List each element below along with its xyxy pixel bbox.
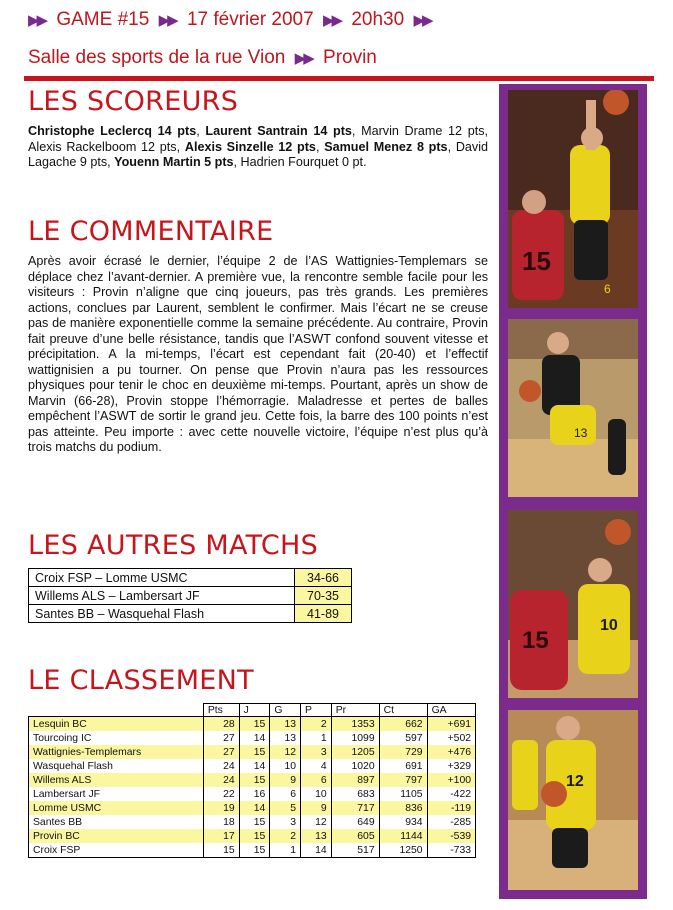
- jersey-number: 15: [522, 246, 551, 276]
- standings-header-cell: Pr: [331, 704, 379, 717]
- stat-j: 15: [239, 745, 270, 759]
- stat-ct: 597: [379, 731, 427, 745]
- match-teams: Croix FSP – Lomme USMC: [29, 569, 295, 587]
- stat-j: 15: [239, 829, 270, 843]
- team-name: Lambersart JF: [29, 787, 204, 801]
- stat-ct: 1144: [379, 829, 427, 843]
- stat-pts: 24: [203, 773, 239, 787]
- commentary-title: LE COMMENTAIRE: [28, 216, 274, 247]
- standings-row: [29, 717, 476, 732]
- stat-g: 5: [270, 801, 301, 815]
- stat-pr: 1205: [331, 745, 379, 759]
- stat-ct: 934: [379, 815, 427, 829]
- team-name: Wattignies-Templemars: [29, 745, 204, 759]
- stat-ct: 729: [379, 745, 427, 759]
- standings-row: [29, 843, 476, 858]
- photo-dribble: [508, 319, 638, 497]
- team-name: Provin BC: [29, 829, 204, 843]
- stat-p: 13: [301, 829, 332, 843]
- stat-pts: 17: [203, 829, 239, 843]
- stat-g: 2: [270, 829, 301, 843]
- stat-g: 10: [270, 759, 301, 773]
- standings-row: [29, 731, 476, 745]
- jersey-number: 15: [522, 627, 549, 654]
- stat-pr: 1353: [331, 717, 379, 732]
- stat-ct: 662: [379, 717, 427, 732]
- stat-g: 3: [270, 815, 301, 829]
- stat-j: 16: [239, 787, 270, 801]
- standings-row: [29, 801, 476, 815]
- stat-ct: 1105: [379, 787, 427, 801]
- header-divider: [24, 76, 654, 81]
- scorer-entry: Marvin Drame 12 pts: [361, 124, 485, 138]
- stat-ga: +329: [427, 759, 475, 773]
- stat-ct: 836: [379, 801, 427, 815]
- photo-drive: [508, 710, 638, 890]
- stat-j: 14: [239, 759, 270, 773]
- standings-header-cell: Ct: [379, 704, 427, 717]
- stat-g: 6: [270, 787, 301, 801]
- stat-ga: +100: [427, 773, 475, 787]
- jersey-number: 10: [600, 617, 618, 634]
- stat-ga: -539: [427, 829, 475, 843]
- jersey-number: 12: [566, 773, 584, 790]
- stat-pr: 1020: [331, 759, 379, 773]
- match-row: [29, 587, 352, 605]
- basketball-icon: [603, 90, 629, 115]
- stat-pr: 605: [331, 829, 379, 843]
- photo-frame: [499, 84, 647, 899]
- stat-ga: -422: [427, 787, 475, 801]
- stat-j: 15: [239, 815, 270, 829]
- scorer-entry: Laurent Santrain 14 pts: [205, 124, 352, 138]
- stat-pr: 517: [331, 843, 379, 858]
- standings-header-cell: J: [239, 704, 270, 717]
- match-score: 41-89: [295, 605, 352, 623]
- stat-pr: 683: [331, 787, 379, 801]
- stat-ga: -285: [427, 815, 475, 829]
- basketball-icon: [519, 380, 541, 402]
- double-arrow-icon: ▶▶: [158, 12, 176, 29]
- stat-ga: +691: [427, 717, 475, 732]
- venue-name: Salle des sports de la rue Vion: [28, 47, 286, 68]
- stat-p: 12: [301, 815, 332, 829]
- stat-j: 15: [239, 717, 270, 732]
- double-arrow-icon: ▶▶: [322, 12, 341, 29]
- stat-g: 12: [270, 745, 301, 759]
- stat-ga: -119: [427, 801, 475, 815]
- stat-g: 1: [270, 843, 301, 858]
- stat-g: 13: [270, 731, 301, 745]
- stat-pts: 27: [203, 745, 239, 759]
- standings-row: [29, 829, 476, 843]
- stat-j: 15: [239, 843, 270, 858]
- venue-line: [28, 47, 377, 69]
- basketball-icon: [541, 781, 567, 807]
- stat-pts: 28: [203, 717, 239, 732]
- scorer-entry: Christophe Leclercq 14 pts: [28, 124, 197, 138]
- stat-pts: 24: [203, 759, 239, 773]
- team-name: Lomme USMC: [29, 801, 204, 815]
- stat-pr: 717: [331, 801, 379, 815]
- team-name: Tourcoing IC: [29, 731, 204, 745]
- team-name: Croix FSP: [29, 843, 204, 858]
- stat-g: 9: [270, 773, 301, 787]
- match-row: [29, 605, 352, 623]
- photo-jump-shot: [508, 90, 638, 308]
- standings-title: LE CLASSEMENT: [28, 665, 254, 696]
- stat-j: 14: [239, 801, 270, 815]
- scorer-entry: Samuel Menez 8 pts: [324, 139, 448, 154]
- game-number: GAME #15: [56, 9, 150, 30]
- stat-pts: 19: [203, 801, 239, 815]
- jersey-number: 13: [574, 426, 588, 440]
- standings-row: [29, 745, 476, 759]
- standings-row: [29, 787, 476, 801]
- stat-p: 3: [301, 745, 332, 759]
- stat-g: 13: [270, 717, 301, 732]
- stat-p: 14: [301, 843, 332, 858]
- standings-row: [29, 815, 476, 829]
- stat-pts: 15: [203, 843, 239, 858]
- team-name: Willems ALS: [29, 773, 204, 787]
- stat-ct: 1250: [379, 843, 427, 858]
- stat-ga: +476: [427, 745, 475, 759]
- double-arrow-icon: ▶▶: [28, 12, 46, 29]
- standings-header-cell: GA: [427, 704, 475, 717]
- double-arrow-icon: ▶▶: [294, 50, 312, 67]
- standings-header-cell: P: [301, 704, 332, 717]
- match-teams: Santes BB – Wasquehal Flash: [29, 605, 295, 623]
- stat-p: 6: [301, 773, 332, 787]
- stat-ga: +502: [427, 731, 475, 745]
- stat-pr: 649: [331, 815, 379, 829]
- scorer-entry: David Lagache 9 pts: [28, 139, 489, 169]
- stat-ct: 691: [379, 759, 427, 773]
- stat-ga: -733: [427, 843, 475, 858]
- team-name: Santes BB: [29, 815, 204, 829]
- stat-pts: 22: [203, 787, 239, 801]
- stat-p: 2: [301, 717, 332, 732]
- jersey-number: 6: [604, 282, 611, 296]
- stat-p: 10: [301, 787, 332, 801]
- scorers-list: Christophe Leclercq 14 pts, Laurent Santrain 14 pts, Marvin Drame 12 pts, Alexis Rackelboom 12 pts, Alexis Sinzelle 12 pts, Samuel Menez 8 pts, David Lagache 9 pts, Youenn Martin 5 pts, Hadrien Fourquet 0 pt.: [28, 124, 489, 169]
- scorer-entry: Alexis Rackelboom 12 pts: [28, 139, 177, 154]
- standings-header-cell: G: [270, 704, 301, 717]
- stat-p: 4: [301, 759, 332, 773]
- other-matches-title: LES AUTRES MATCHS: [28, 530, 319, 561]
- double-arrow-icon: ▶▶: [413, 12, 431, 29]
- scorers-title: LES SCOREURS: [28, 86, 239, 117]
- team-name: Wasquehal Flash: [29, 759, 204, 773]
- match-score: 70-35: [295, 587, 352, 605]
- team-name: Lesquin BC: [29, 717, 204, 732]
- stat-pts: 18: [203, 815, 239, 829]
- stat-pr: 897: [331, 773, 379, 787]
- match-teams: Willems ALS – Lambersart JF: [29, 587, 295, 605]
- commentary-text: Après avoir écrasé le dernier, l’équipe 2 de l’AS Wattignies-Templemars se déplace chez l’avant-dernier. A première vue, la rencontre semble facile pour les visiteurs : Provin n’aligne que cinq joueurs, pas très grands. Les premières actions, conclues par Laurent, semblent le confirmer. Mais l’écart ne se creuse pas de manière exponentielle comme la semaine précédente. Au contraire, Provin fait preuve d’une belle résistance, tandis que l’ASWT confond souvent vitesse et précipitation. A la mi-temps, l’écart est cependant fait (20-40) et l’effectif wattignisien a pu tourner. On pense que Provin n’aura pas les ressources physiques pour tenir le choc en deuxième mi-temps. Pourtant, après un show de Marvin (66-28), Provin stoppe l’hémorragie. Maladresse et pertes de balles empêchent l’ASWT de sortir le grand jeu. Cette fois, la barre des 100 points n’est pas atteinte. Peu importe : avec cette nouvelle victoire, l’équipe n’est plus qu’à trois matchs du podium.: [28, 254, 488, 454]
- basketball-icon: [605, 519, 631, 545]
- scorer-entry: Youenn Martin 5 pts: [114, 155, 234, 169]
- match-row: [29, 569, 352, 587]
- scorer-entry: Hadrien Fourquet 0 pt: [240, 155, 364, 169]
- standings-header-cell: Pts: [203, 704, 239, 717]
- standings-header-cell: [29, 704, 204, 717]
- stat-j: 14: [239, 731, 270, 745]
- game-time: 20h30: [351, 9, 405, 30]
- photo-defense: [508, 510, 638, 698]
- stat-p: 1: [301, 731, 332, 745]
- game-date: 17 février 2007: [186, 9, 314, 30]
- stat-pr: 1099: [331, 731, 379, 745]
- match-score: 34-66: [295, 569, 352, 587]
- stat-pts: 27: [203, 731, 239, 745]
- stat-p: 9: [301, 801, 332, 815]
- standings-row: [29, 773, 476, 787]
- other-matches-table: [28, 568, 352, 623]
- standings-table: [28, 703, 476, 858]
- stat-ct: 797: [379, 773, 427, 787]
- venue-city: Provin: [323, 47, 377, 68]
- scorer-entry: Alexis Sinzelle 12 pts: [184, 139, 316, 154]
- stat-j: 15: [239, 773, 270, 787]
- standings-row: [29, 759, 476, 773]
- game-header: [28, 9, 437, 31]
